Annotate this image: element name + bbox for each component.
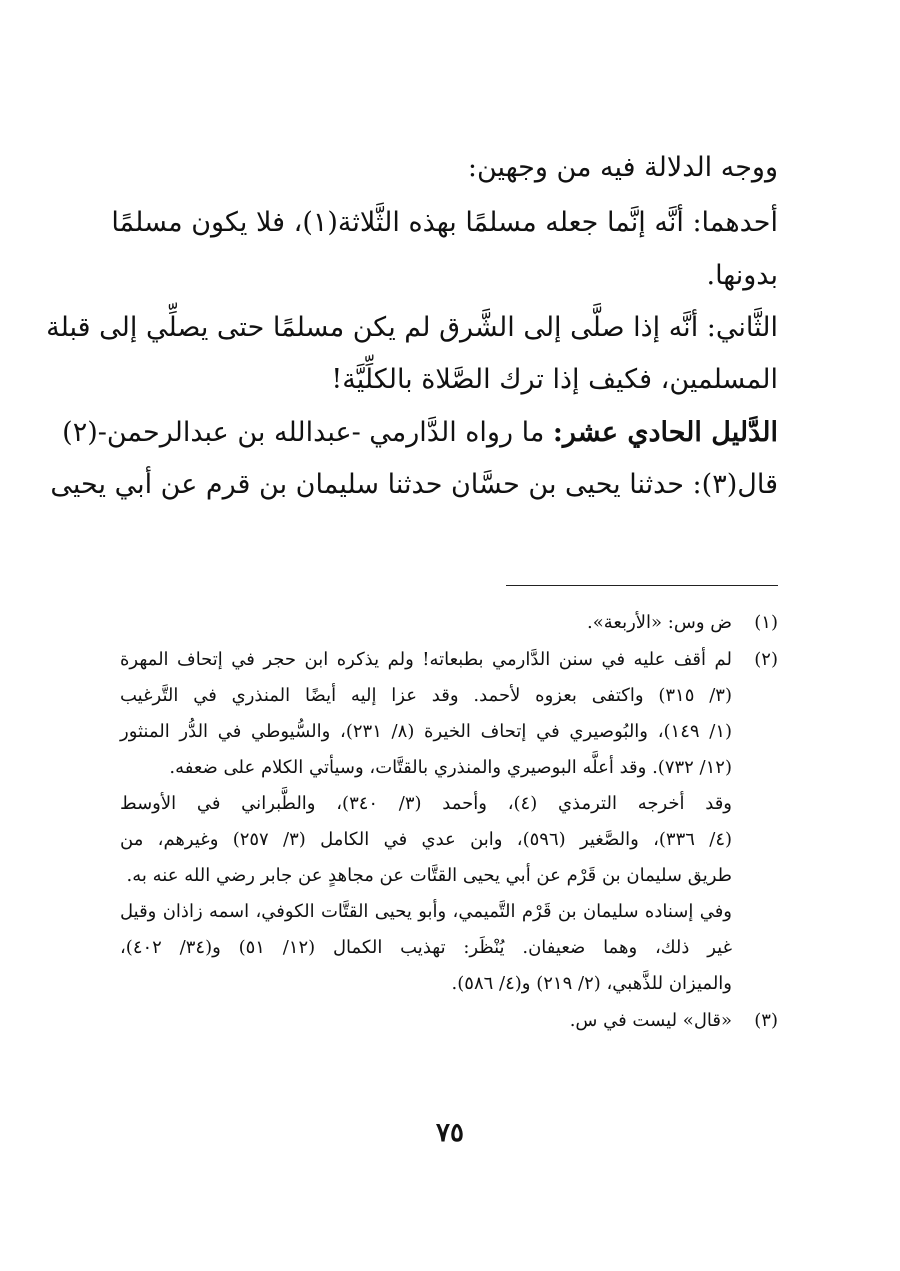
body-line-1: ووجه الدلالة فيه من وجهين:: [467, 152, 778, 183]
footnote-1-number: (١): [754, 612, 778, 633]
evidence-heading: الدَّليل الحادي عشر:: [552, 417, 778, 448]
footnote-2-line-3: (١/ ١٤٩)، والبُوصيري في إتحاف الخيرة (٨/ ٢٣١)، والسُّيوطي في الدُّر المنثور: [120, 721, 733, 742]
footnote-2-line-5: وقد أخرجه الترمذي (٤)، وأحمد (٣/ ٣٤٠)، والطَّبراني في الأوسط: [120, 793, 732, 814]
footnote-1-text: ض وس: «الأربعة».: [587, 612, 732, 633]
evidence-heading-line: [62, 413, 778, 453]
body-line-2: أحدهما: أنَّه إنَّما جعله مسلمًا بهذه الثَّلاثة(١)، فلا يكون مسلمًا: [111, 207, 778, 238]
footnote-2-line-8: وفي إسناده سليمان بن قَرْم التَّميمي، وأبو يحيى القتَّات الكوفي، اسمه زاذان وقيل: [120, 901, 732, 922]
page-number: ٧٥: [436, 1118, 464, 1148]
body-line-3: بدونها.: [706, 260, 778, 291]
footnote-2-line-10: والميزان للذَّهبي، (٢/ ٢١٩) و(٤/ ٥٨٦).: [451, 973, 732, 994]
footnote-3-number: (٣): [754, 1010, 778, 1031]
footnote-2-line-6: (٤/ ٣٣٦)، والصَّغير (٥٩٦)، وابن عدي في الكامل (٣/ ٢٥٧) وغيرهم، من: [120, 829, 733, 850]
body-line-4: الثَّاني: أنَّه إذا صلَّى إلى الشَّرق لم يكن مسلمًا حتى يصلِّي إلى قبلة: [46, 312, 778, 343]
footnote-2-line-9: غير ذلك، وهما ضعيفان. يُنْظَر: تهذيب الكمال (١٢/ ٥١) و(٣٤/ ٤٠٢)،: [120, 937, 732, 958]
footnote-separator: [506, 585, 778, 586]
body-line-7: قال(٣): حدثنا يحيى بن حسَّان حدثنا سليمان بن قرم عن أبي يحيى: [50, 469, 778, 500]
footnote-2-line-7: طريق سليمان بن قَرْم عن أبي يحيى القتَّات عن مجاهدٍ عن جابر رضي الله عنه به.: [126, 865, 732, 886]
footnote-2-number: (٢): [754, 649, 778, 670]
footnote-3-text: «قال» ليست في س.: [569, 1010, 732, 1031]
body-line-5: المسلمين، فكيف إذا ترك الصَّلاة بالكلِّيَّة!: [331, 364, 778, 395]
evidence-heading-rest: ما رواه الدَّارمي -عبدالله بن عبدالرحمن-(٢): [62, 417, 545, 448]
footnote-2-line-1: لم أقف عليه في سنن الدَّارمي بطبعاته! ولم يذكره ابن حجر في إتحاف المهرة: [120, 649, 732, 670]
footnote-2-line-4: (١٢/ ٧٣٢). وقد أعلَّه البوصيري والمنذري بالقتَّات، وسيأتي الكلام على ضعفه.: [169, 757, 732, 778]
footnote-2-line-2: (٣/ ٣١٥) واكتفى بعزوه لأحمد. وقد عزا إليه أيضًا المنذري في التَّرغيب: [120, 685, 732, 706]
